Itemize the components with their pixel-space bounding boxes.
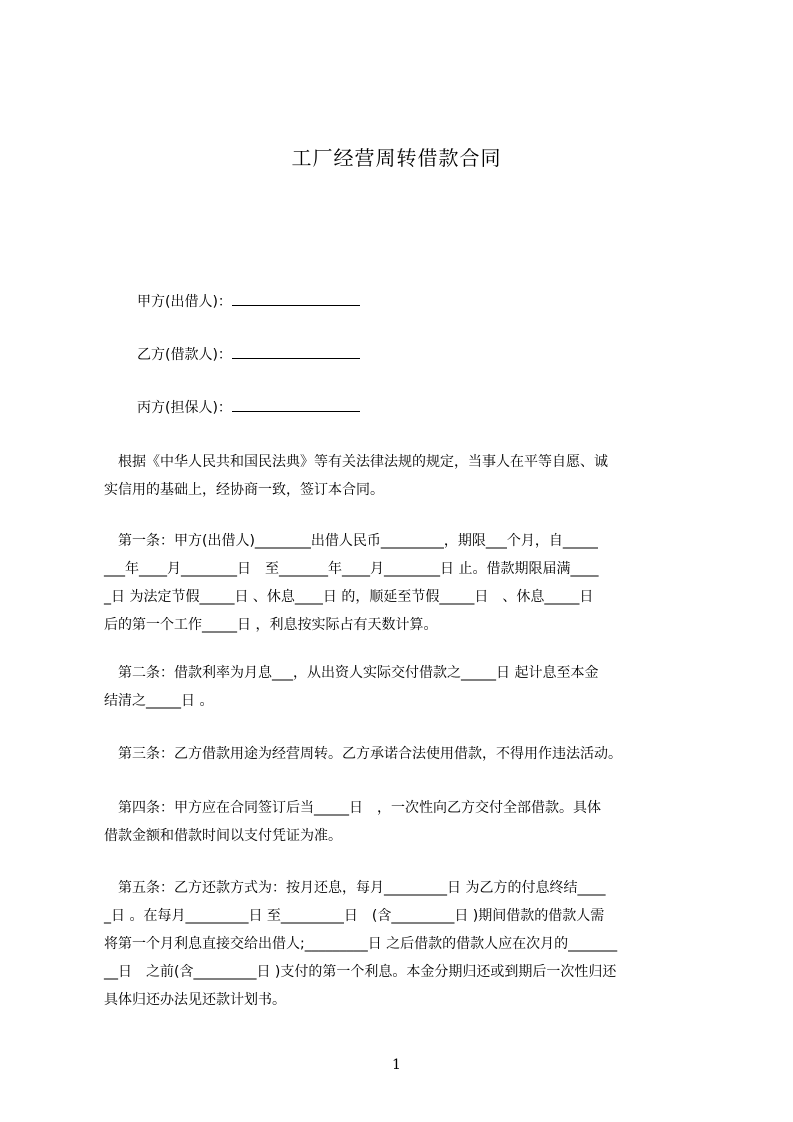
party-lender-label: 甲方(出借人)： xyxy=(137,294,232,310)
article-5-line: 第五条：乙方还款方式为：按月还息，每月_________日 为乙方的付息终结____ xyxy=(104,880,606,896)
party-borrower-blank xyxy=(232,344,360,359)
party-lender-blank xyxy=(232,291,360,306)
preamble-line: 根据《中华人民共和国民法典》等有关法律法规的规定，当事人在平等自愿、诚 xyxy=(104,454,608,470)
article-5-line: 具体归还办法见还款计划书。 xyxy=(104,992,286,1008)
article-2-line: 结清之_____日 。 xyxy=(104,693,214,709)
article-2-paragraph xyxy=(104,659,701,715)
article-1-line: ___年____月________日 至_______年____月________日 止。借款期限届满____ xyxy=(104,561,599,577)
article-5-line: 将第一个月利息直接交给出借人;_________日 之后借款的借款人应在次月的_______ xyxy=(104,936,618,952)
party-borrower xyxy=(137,344,360,365)
party-lender xyxy=(137,291,360,312)
article-4-line: 第四条：甲方应在合同签订后当_____日 ，一次性向乙方交付全部借款。具体 xyxy=(104,800,601,816)
article-3-line: 第三条：乙方借款用途为经营周转。乙方承诺合法使用借款，不得用作违法活动。 xyxy=(104,746,622,762)
party-guarantor xyxy=(137,397,360,418)
article-5-line: __日 之前(含_________日 )支付的第一个利息。本金分期归还或到期后一次性归还 xyxy=(104,964,617,980)
article-5-line: _日 。在每月_________日 至_________日 (含_________日 )期间借款的借款人需 xyxy=(104,908,605,924)
article-1-paragraph xyxy=(104,527,701,639)
preamble-paragraph xyxy=(104,448,701,504)
article-2-line: 第二条：借款利率为月息___，从出资人实际交付借款之_____日 起计息至本金 xyxy=(104,665,599,681)
party-borrower-label: 乙方(借款人)： xyxy=(137,347,232,363)
article-1-line: 第一条：甲方(出借人)________出借人民币_________，期限___个月，自_____ xyxy=(104,533,598,549)
article-5-paragraph xyxy=(104,874,701,1014)
article-4-line: 借款金额和借款时间以支付凭证为准。 xyxy=(104,828,342,844)
article-1-line: 后的第一个工作_____日 ，利息按实际占有天数计算。 xyxy=(104,617,438,633)
article-4-paragraph xyxy=(104,794,701,850)
preamble-line: 实信用的基础上，经协商一致，签订本合同。 xyxy=(104,482,384,498)
page-number: 1 xyxy=(392,1057,401,1073)
party-guarantor-label: 丙方(担保人)： xyxy=(137,400,232,416)
document-title: 工厂经营周转借款合同 xyxy=(291,146,502,170)
article-1-line: _日 为法定节假_____日 、休息____日 的，顺延至节假_____日 、休息_____日 xyxy=(104,589,594,605)
party-guarantor-blank xyxy=(232,397,360,412)
article-3-paragraph xyxy=(104,740,701,768)
